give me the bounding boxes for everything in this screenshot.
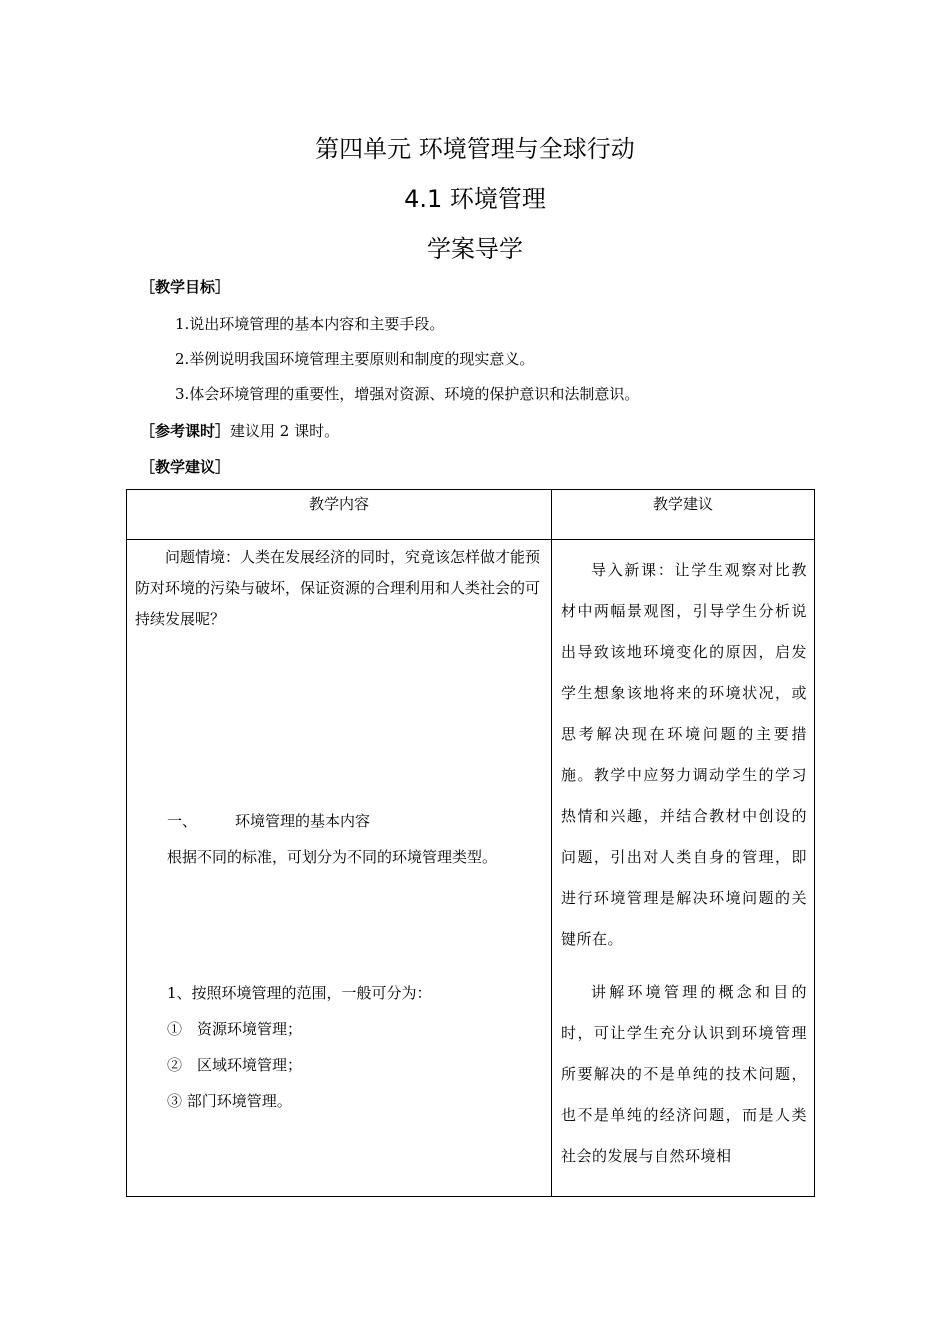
section-body: 根据不同的标准，可划分为不同的环境管理类型。	[167, 848, 498, 866]
table-header-suggestion: 教学建议	[652, 495, 713, 513]
suggestion-cell	[561, 550, 807, 1177]
scope-title: 1、按照环境管理的范围，一般可分为：	[167, 984, 432, 1002]
reference-hours-text: 建议用 2 课时。	[230, 422, 340, 440]
scope-item: ③ 部门环境管理。	[167, 1092, 292, 1110]
suggestion-para-concept: 讲解环境管理的概念和目的时，可让学生充分认识到环境管理所要解决的不是单纯的技术问题，也不是单纯的经济问题，而是人类社会的发展与自然环境相	[561, 983, 807, 1165]
problem-scenario: 问题情境：人类在发展经济的同时，究竟该怎样做才能预防对环境的污染与破坏，保证资源的合理利用和人类社会的可持续发展呢？	[135, 548, 541, 628]
section-title: 4.1 环境管理	[404, 185, 546, 213]
content-intro	[135, 542, 545, 635]
section-heading-num: 一、	[167, 812, 198, 830]
reference-hours	[140, 420, 339, 442]
reference-hours-label: ［参考课时］	[140, 422, 231, 440]
unit-title: 第四单元 环境管理与全球行动	[315, 135, 635, 163]
objectives-label: ［教学目标］	[140, 278, 231, 296]
scope-item: ① 资源环境管理；	[167, 1020, 303, 1038]
objective-item: 3.体会环境管理的重要性，增强对资源、环境的保护意识和法制意识。	[175, 385, 640, 403]
teaching-table	[126, 489, 815, 1197]
table-header-content: 教学内容	[308, 495, 369, 513]
column-divider	[551, 490, 552, 1196]
scope-item: ② 区域环境管理；	[167, 1056, 303, 1074]
sub-title: 学案导学	[427, 235, 523, 263]
section-heading-text: 环境管理的基本内容	[235, 812, 371, 830]
objective-item: 2.举例说明我国环境管理主要原则和制度的现实意义。	[175, 350, 535, 368]
objective-item: 1.说出环境管理的基本内容和主要手段。	[175, 315, 445, 333]
suggestion-para-intro: 导入新课：让学生观察对比教材中两幅景观图，引导学生分析说出导致该地环境变化的原因，启发学生想象该地将来的环境状况，或思考解决现在环境问题的主要措施。教学中应努力调动学生的学习热情和兴趣，并结合教材中创设的问题，引出对人类自身的管理，即进行环境管理是解决环境问题的关键所在。	[561, 561, 807, 948]
suggestions-label: ［教学建议］	[140, 458, 231, 476]
header-divider	[127, 539, 814, 540]
